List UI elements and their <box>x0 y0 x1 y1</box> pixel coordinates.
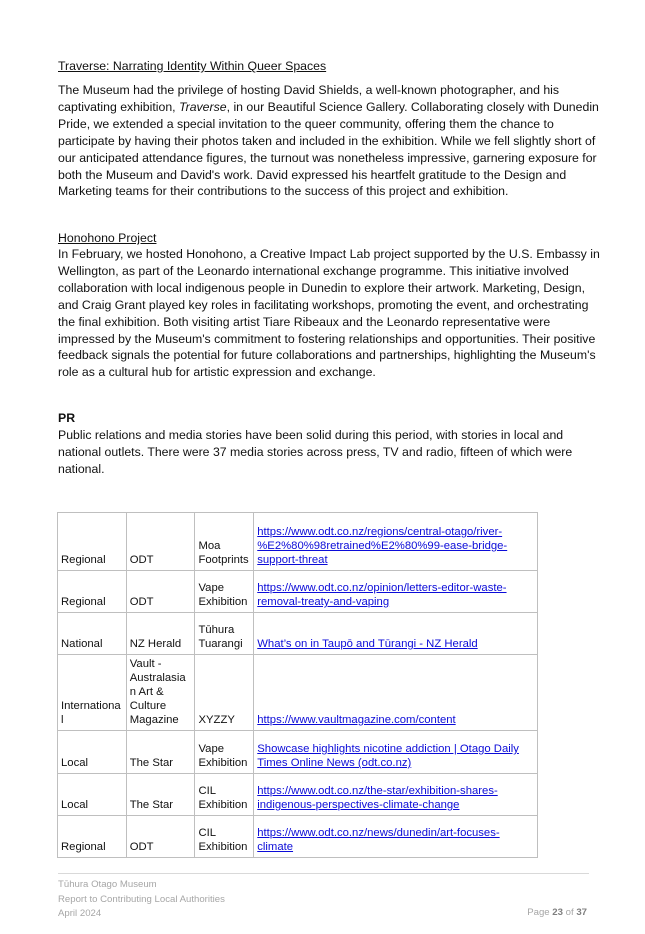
honohono-heading: Honohono Project <box>58 231 157 245</box>
topic-cell: Vape Exhibition <box>195 571 254 613</box>
pr-line: national. <box>58 461 105 476</box>
scope-cell: National <box>58 613 127 655</box>
honohono-paragraph <box>58 246 600 381</box>
table-row <box>58 816 538 858</box>
honohono-line: and Craig Grant played key roles in facilitating workshops, promoting the event, and orchestrating <box>58 297 589 312</box>
scope-cell: Local <box>58 774 127 816</box>
topic-cell: CIL Exhibition <box>195 774 254 816</box>
scope-cell: Local <box>58 731 127 774</box>
scope-cell: Regional <box>58 571 127 613</box>
scope-cell: International <box>58 655 127 731</box>
traverse-line: participate by having their photos taken and included in the exhibition. While we fell slightly short of <box>58 133 596 148</box>
honohono-line: In February, we hosted Honohono, a Creative Impact Lab project supported by the U.S. Embassy in <box>58 247 600 261</box>
outlet-cell: NZ Herald <box>126 613 195 655</box>
outlet-cell: ODT <box>126 571 195 613</box>
current-page: 23 <box>552 907 563 918</box>
exhibition-title: Traverse <box>179 99 227 114</box>
traverse-line: captivating exhibition, Traverse, in our Beautiful Science Gallery. Collaborating closely with Dunedin <box>58 99 599 114</box>
pr-heading: PR <box>58 411 76 425</box>
table-row <box>58 613 538 655</box>
topic-cell: Vape Exhibition <box>195 731 254 774</box>
pr-line: national outlets. There were 37 media stories across press, TV and radio, fifteen of which were <box>58 444 573 459</box>
traverse-heading: Traverse: Narrating Identity Within Queer Spaces <box>58 59 327 73</box>
link-cell <box>254 513 538 571</box>
honohono-line: collaboration with local indigenous people in Dunedin to explore their artwork. Marketing, Design, <box>58 280 586 295</box>
honohono-line: role as a cultural hub for artistic expression and exchange. <box>58 365 376 380</box>
story-link[interactable]: https://www.odt.co.nz/regions/central-otago/river-%E2%80%98retrained%E2%80%99-ease-bridge-support-threat <box>257 526 508 566</box>
topic-cell: Tūhura Tuarangi <box>195 613 254 655</box>
scope-cell: Regional <box>58 816 127 858</box>
story-link[interactable]: https://www.odt.co.nz/the-star/exhibition-shares-indigenous-perspectives-climate-change <box>257 785 498 811</box>
outlet-cell: Vault - Australasian Art & Culture Magazine <box>126 655 195 731</box>
outlet-cell: ODT <box>126 513 195 571</box>
footer-report-title: Report to Contributing Local Authorities <box>58 893 225 905</box>
total-pages: 37 <box>576 907 587 918</box>
table-row <box>58 655 538 731</box>
table-row <box>58 774 538 816</box>
traverse-line: both the Museum and David's work. David expressed his heartfelt gratitude to the Design and <box>58 167 567 182</box>
media-stories-table <box>57 512 538 858</box>
pr-paragraph <box>58 427 593 478</box>
footer-info <box>58 878 225 922</box>
link-cell <box>254 731 538 774</box>
scope-cell: Regional <box>58 513 127 571</box>
story-link[interactable]: Showcase highlights nicotine addiction | Otago Daily Times Online News (odt.co.nz) <box>257 743 519 769</box>
outlet-cell: The Star <box>126 774 195 816</box>
page-number: Page 23 of 37 <box>527 907 587 918</box>
topic-cell: XYZZY <box>195 655 254 731</box>
link-cell <box>254 613 538 655</box>
honohono-line: the final exhibition. Both visiting artist Tiare Ribeaux and the Leonardo representative were <box>58 314 551 329</box>
outlet-cell: The Star <box>126 731 195 774</box>
honohono-line: impressed by the Museum's commitment to fostering relationships and opportunities. Their positive <box>58 331 596 346</box>
story-link[interactable]: https://www.vaultmagazine.com/content <box>257 714 456 726</box>
honohono-line: Wellington, as part of the Leonardo international exchange programme. This initiative involved <box>58 263 569 278</box>
honohono-line: feedback signals the potential for future collaborations and partnerships, highlighting the Museum's <box>58 348 596 363</box>
table-row <box>58 513 538 571</box>
link-cell <box>254 655 538 731</box>
topic-cell: CIL Exhibition <box>195 816 254 858</box>
link-cell <box>254 816 538 858</box>
link-cell <box>254 774 538 816</box>
footer-divider <box>58 873 589 874</box>
footer-organisation: Tūhura Otago Museum <box>58 879 157 890</box>
traverse-line: The Museum had the privilege of hosting David Shields, a well-known photographer, and his <box>58 83 560 97</box>
outlet-cell: ODT <box>126 816 195 858</box>
story-link[interactable]: https://www.odt.co.nz/news/dunedin/art-focuses-climate <box>257 827 500 853</box>
table-row <box>58 731 538 774</box>
story-link[interactable]: https://www.odt.co.nz/opinion/letters-editor-waste-removal-treaty-and-vaping <box>257 582 507 608</box>
traverse-paragraph <box>58 82 599 200</box>
traverse-line: Pride, we extended a special invitation to the queer community, offering them the chance to <box>58 116 554 131</box>
traverse-line: Marketing teams for their contributions to the success of this project and exhibition. <box>58 184 509 199</box>
traverse-line: our anticipated attendance figures, the turnout was nonetheless impressive, garnering exposure for <box>58 150 597 165</box>
link-cell <box>254 571 538 613</box>
story-link[interactable]: What’s on in Taupō and Tūrangi - NZ Herald <box>257 638 478 650</box>
pr-line: Public relations and media stories have been solid during this period, with stories in local and <box>58 428 564 442</box>
table-row <box>58 571 538 613</box>
topic-cell: Moa Footprints <box>195 513 254 571</box>
footer-date: April 2024 <box>58 908 102 920</box>
